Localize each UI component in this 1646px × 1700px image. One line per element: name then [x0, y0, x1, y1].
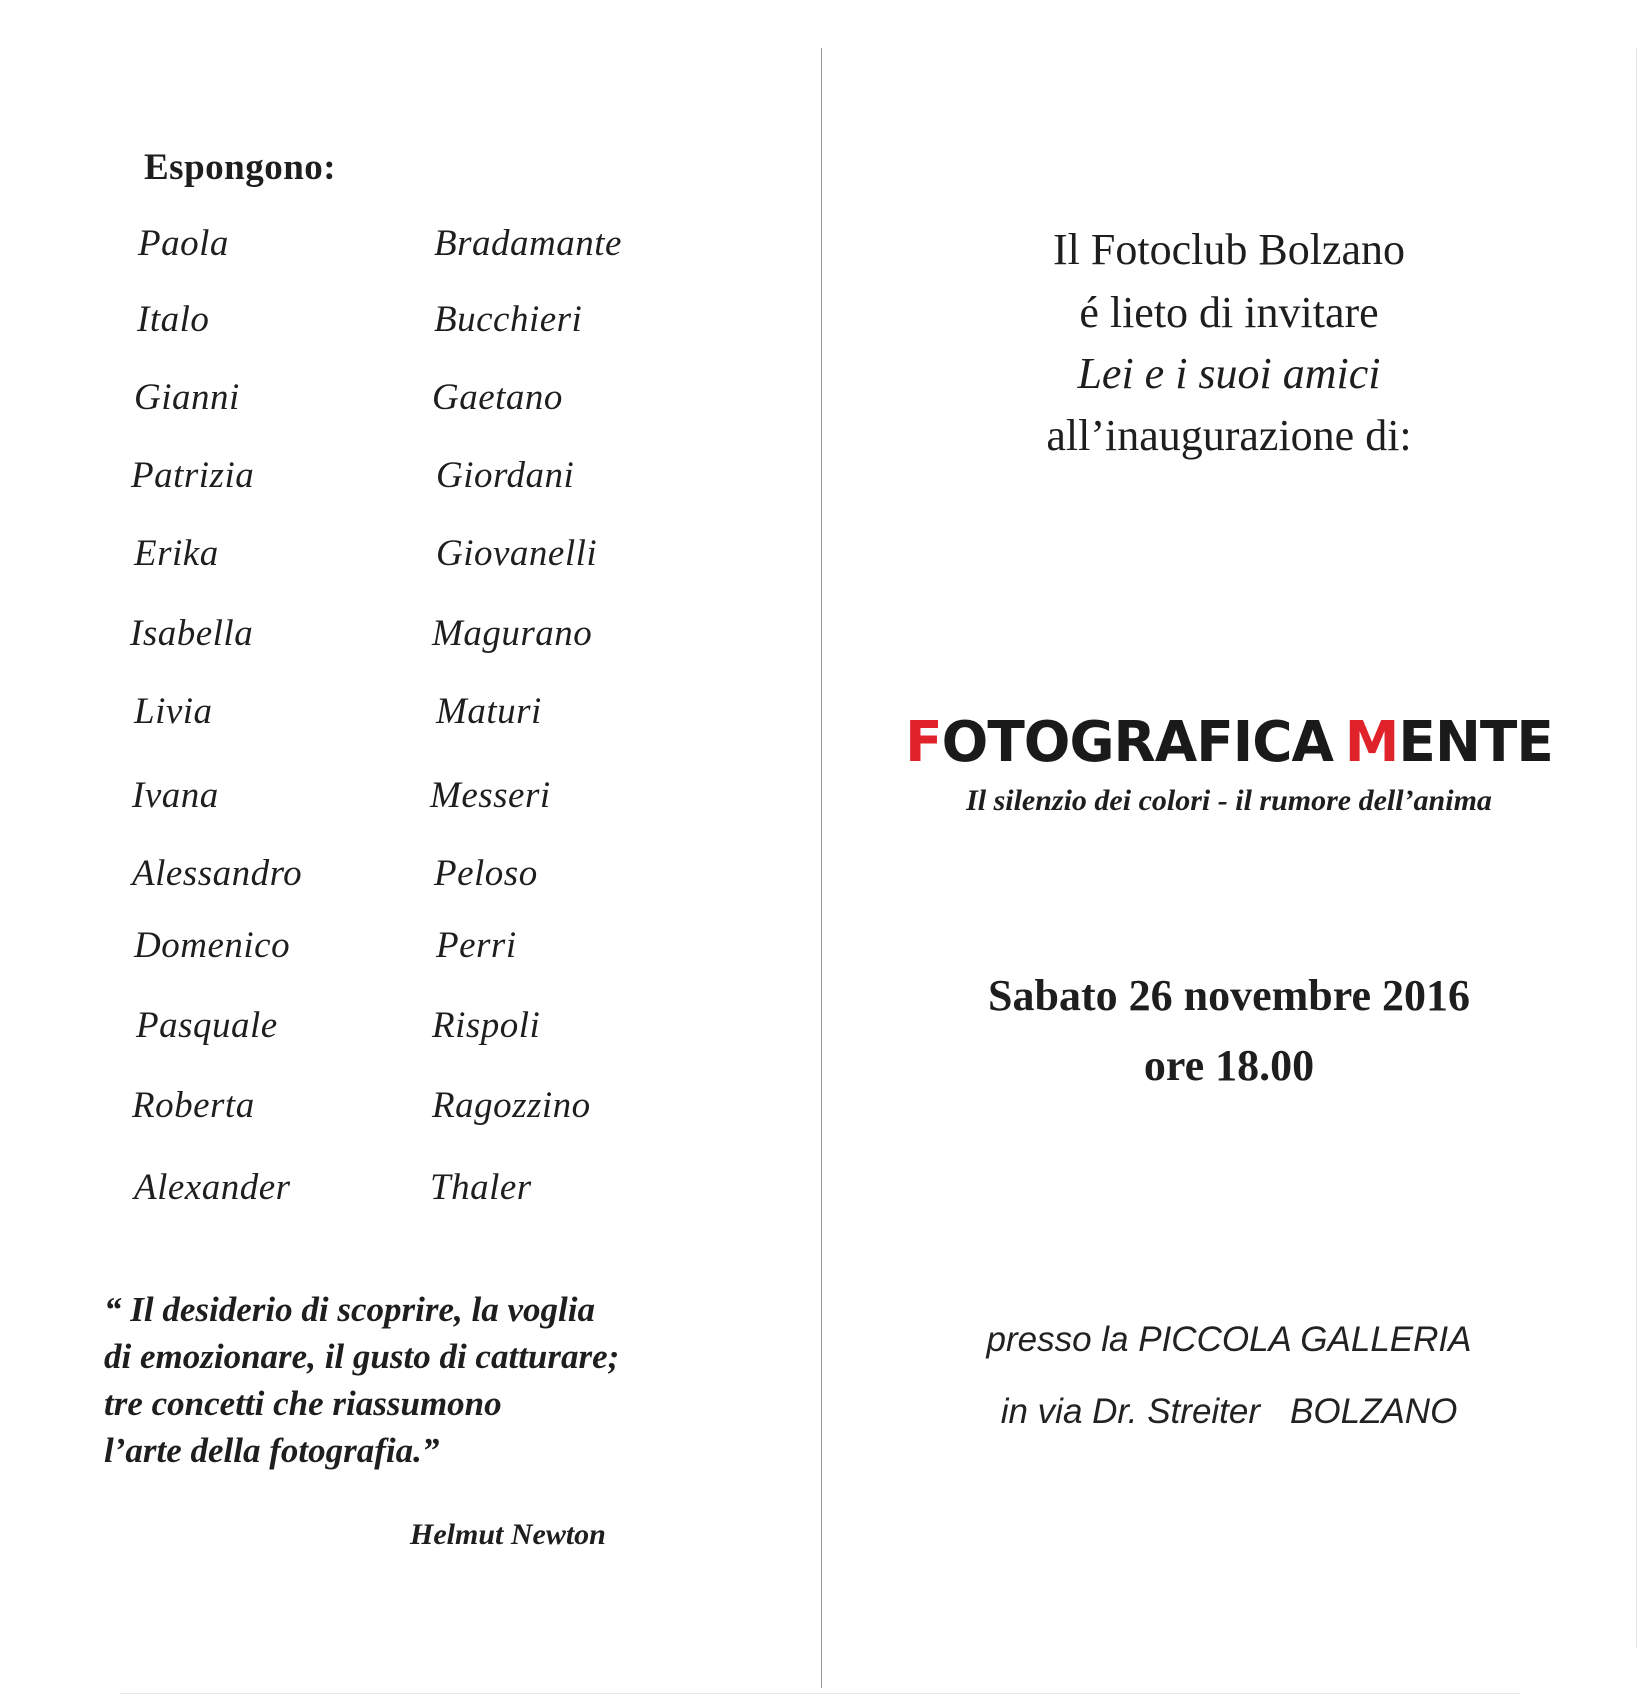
exhibitor-last-name: Thaler — [430, 1167, 532, 1208]
exhibitor-first-name: Pasquale — [136, 1005, 278, 1046]
exhibitor-row — [0, 454, 800, 506]
venue-city: BOLZANO — [1290, 1392, 1458, 1431]
exhibitor-row — [0, 852, 800, 904]
exhibitor-row — [0, 1084, 800, 1136]
venue-name: presso la PICCOLA GALLERIA — [986, 1320, 1472, 1359]
exhibitor-last-name: Maturi — [436, 691, 542, 732]
exhibitor-first-name: Domenico — [134, 925, 291, 966]
invitation-guests: Lei e i suoi amici — [1077, 349, 1381, 398]
exhibitor-last-name: Bucchieri — [434, 299, 583, 340]
event-time: ore 18.00 — [1143, 1041, 1315, 1090]
title-text: OTOGRAFICA — [941, 710, 1334, 775]
exhibitor-last-name: Magurano — [432, 613, 593, 654]
exhibitor-last-name: Bradamante — [434, 223, 622, 264]
quote-line: di emozionare, il gusto di catturare; — [104, 1337, 620, 1376]
exhibitor-last-name: Gaetano — [432, 377, 563, 418]
quote-line: tre concetti che riassumono — [104, 1384, 502, 1423]
quote-author: Helmut Newton — [410, 1518, 606, 1551]
exhibitor-first-name: Alexander — [134, 1167, 291, 1208]
exhibitor-first-name: Alessandro — [132, 853, 303, 894]
quote-line: l’arte della fotografia.” — [104, 1431, 440, 1470]
exhibitor-last-name: Messeri — [430, 775, 551, 816]
exhibitor-last-name: Peloso — [434, 853, 538, 894]
exhibitor-row — [0, 612, 800, 664]
exhibitor-row — [0, 774, 800, 826]
title-accent-letter: M — [1344, 710, 1399, 775]
exhibitor-first-name: Roberta — [132, 1085, 255, 1126]
exhibitor-last-name: Giordani — [436, 455, 575, 496]
quote-line: “ Il desiderio di scoprire, la voglia — [104, 1290, 595, 1329]
right-panel — [822, 0, 1636, 1700]
event-date: Sabato 26 novembre 2016 — [988, 971, 1470, 1020]
exhibitor-first-name: Paola — [138, 223, 229, 264]
exhibitor-row — [0, 924, 800, 976]
exhibitor-first-name: Erika — [134, 533, 219, 574]
exhibitor-first-name: Italo — [137, 299, 210, 340]
exhibitor-row — [0, 1166, 800, 1218]
exhibitor-row — [0, 376, 800, 428]
invitation-line: é lieto di invitare — [1079, 288, 1379, 337]
event-title — [830, 710, 1628, 775]
venue-street: in via Dr. Streiter — [1000, 1392, 1261, 1431]
exhibitors-heading: Espongono: — [144, 147, 337, 188]
event-subtitle: Il silenzio dei colori - il rumore dell’anima — [966, 784, 1492, 817]
quote — [104, 1286, 804, 1474]
exhibitor-row — [0, 222, 800, 274]
invitation-host: Il Fotoclub Bolzano — [1053, 225, 1405, 274]
exhibitor-row — [0, 690, 800, 742]
exhibitor-row — [0, 532, 800, 584]
exhibitor-first-name: Livia — [134, 691, 213, 732]
page-edge-right — [1636, 48, 1637, 1648]
exhibitor-row — [0, 298, 800, 350]
exhibitor-first-name: Gianni — [134, 377, 240, 418]
exhibitor-first-name: Patrizia — [131, 455, 255, 496]
exhibitor-last-name: Perri — [436, 925, 517, 966]
title-accent-letter: F — [905, 710, 942, 775]
venue-address — [822, 1392, 1636, 1432]
exhibitor-row — [0, 1004, 800, 1056]
exhibitor-last-name: Rispoli — [432, 1005, 541, 1046]
exhibitor-first-name: Isabella — [130, 613, 254, 654]
exhibitor-last-name: Giovanelli — [436, 533, 598, 574]
invitation-line: all’inaugurazione di: — [1046, 411, 1412, 460]
exhibitor-first-name: Ivana — [132, 775, 219, 816]
title-text: ENTE — [1398, 710, 1553, 775]
exhibitor-last-name: Ragozzino — [432, 1085, 591, 1126]
